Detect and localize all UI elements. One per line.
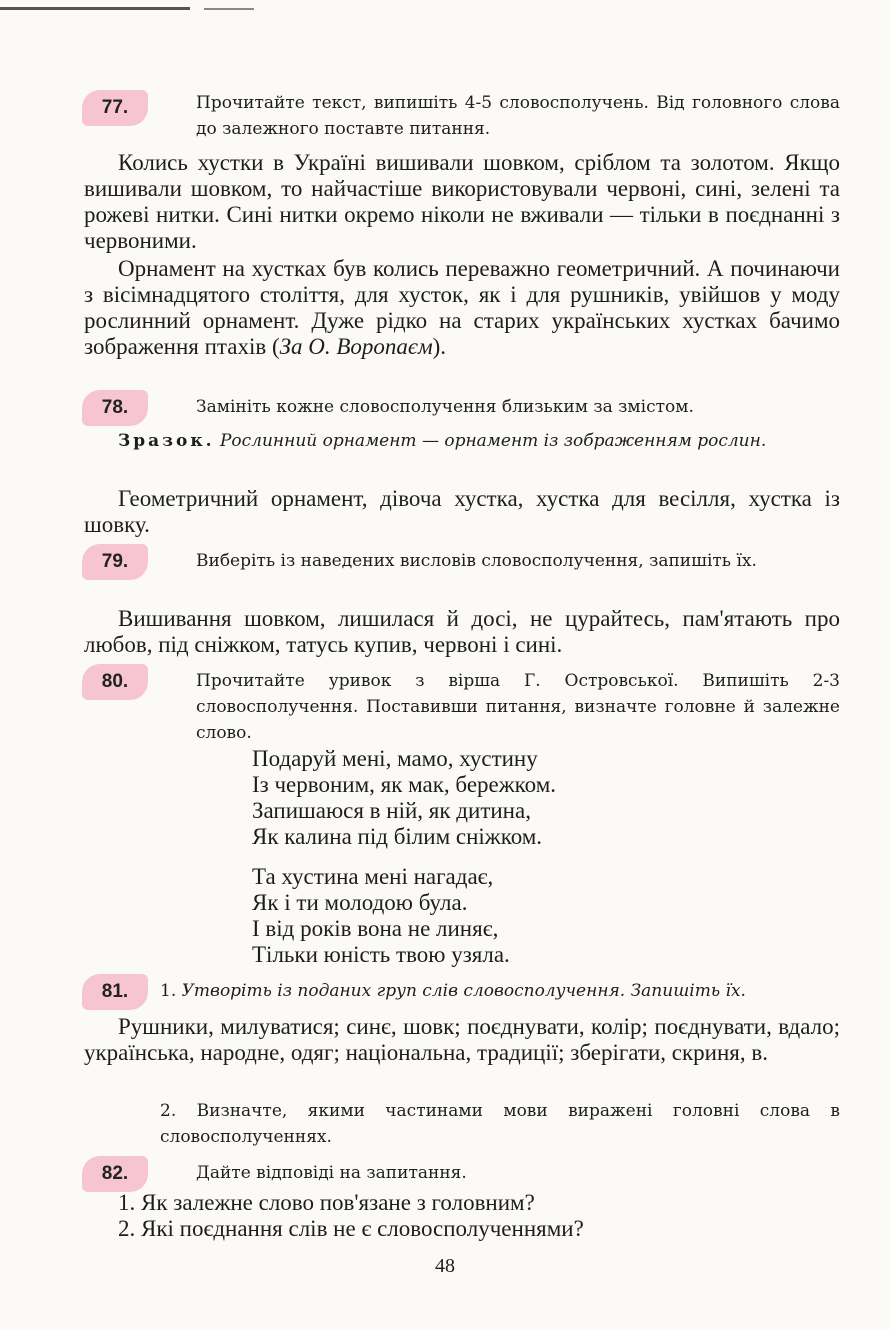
task-1-text: Утворіть із поданих груп слів словосполучення. Запишіть їх. xyxy=(181,981,746,1001)
question-2: 2. Які поєднання слів не є словосполученнями? xyxy=(118,1216,584,1241)
poem-line: І від років вона не линяє, xyxy=(252,916,499,941)
exercise-77-source: За О. Воропаєм xyxy=(279,334,433,359)
poem-line: Запишаюся в ній, як дитина, xyxy=(252,798,531,823)
exercise-81-text: Рушники, милуватися; синє, шовк; поєднувати, колір; поєднувати, вдало; українська, народне, одяг; національна, традиції; зберігати, скриня, в. xyxy=(84,1014,840,1065)
top-rule xyxy=(0,7,190,10)
exercise-77-paragraph-1: Колись хустки в Україні вишивали шовком, сріблом та золотом. Якщо вишивали шовком, то найчастіше використовували червоні, сині, зелені та рожеві нитки. Сині нитки окремо ніколи не вживали — тільки в поєднанні з червоними. xyxy=(84,150,840,253)
exercise-81-task-2 xyxy=(160,1098,840,1150)
exercise-79-task: Виберіть із наведених висловів словосполучення, запишіть їх. xyxy=(196,551,757,571)
exercise-80-badge: 80. xyxy=(82,664,148,700)
poem-line: Та хустина мені нагадає, xyxy=(252,864,494,889)
exercise-78-task: Замініть кожне словосполучення близьким за змістом. xyxy=(196,397,694,417)
task-1-number: 1. xyxy=(160,981,177,1001)
exercise-80-task: Прочитайте уривок з вірша Г. Островської. Випишіть 2-3 словосполучення. Поставивши питання, визначте головне й залежне слово. xyxy=(196,671,840,743)
poem-line: Тільки юність твою узяла. xyxy=(252,942,510,967)
poem-line: Із червоним, як мак, бережком. xyxy=(252,772,557,797)
top-rule-short xyxy=(204,8,254,10)
poem-line: Як і ти молодою була. xyxy=(252,890,468,915)
sample-text: Рослинний орнамент — орнамент із зображенням рослин. xyxy=(219,431,767,451)
page-number: 48 xyxy=(435,1255,455,1277)
poem-stanza-1 xyxy=(252,746,556,850)
exercise-78-badge: 78. xyxy=(82,390,148,426)
exercise-81-task-1 xyxy=(160,978,840,1004)
exercise-78-sample xyxy=(118,428,840,454)
question-1: 1. Як залежне слово пов'язане з головним? xyxy=(118,1190,535,1215)
task-2-text: Визначте, якими частинами мови виражені головні слова в словосполученнях. xyxy=(160,1101,840,1147)
poem-stanza-2 xyxy=(252,864,510,968)
exercise-78-text: Геометричний орнамент, дівоча хустка, хустка для весілля, хустка із шовку. xyxy=(84,486,840,537)
exercise-82-task: Дайте відповіді на запитання. xyxy=(196,1163,467,1183)
exercise-82-badge: 82. xyxy=(82,1156,148,1192)
exercise-77-badge: 77. xyxy=(82,90,148,126)
sample-label: Зразок. xyxy=(118,431,215,451)
exercise-79-text: Вишивання шовком, лишилася й досі, не цурайтесь, пам'ятають про любов, під сніжком, татусь купив, червоні і сині. xyxy=(84,606,840,657)
exercise-77-task: Прочитайте текст, випишіть 4-5 словосполучень. Від головного слова до залежного поставте питання. xyxy=(196,93,840,139)
exercise-81-badge: 81. xyxy=(82,974,148,1010)
exercise-79-badge: 79. xyxy=(82,544,148,580)
poem-line: Подаруй мені, мамо, хустину xyxy=(252,746,538,771)
exercise-77-p2-body: Орнамент на хустках був колись переважно геометричний. А починаючи з вісімнадцятого століття, для хусток, як і для рушників, увійшов у моду рослинний орнамент. Дуже рідко на старих українських хустках бачимо зображення птахів ( xyxy=(84,256,840,359)
poem-line: Як калина під білим сніжком. xyxy=(252,824,543,849)
exercise-77-paragraph-2 xyxy=(84,256,840,360)
task-2-number: 2. xyxy=(160,1101,177,1121)
exercise-77-p2-end: ). xyxy=(432,334,447,359)
